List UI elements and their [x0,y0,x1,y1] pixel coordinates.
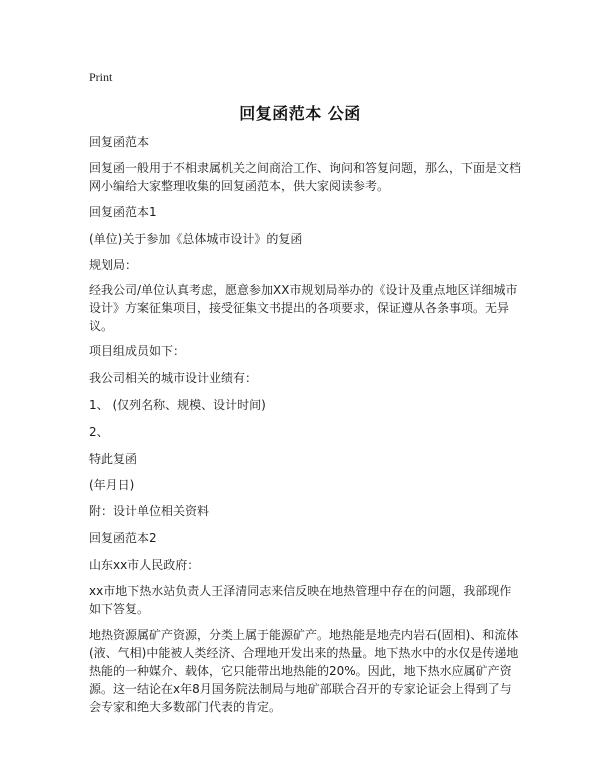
paragraph: xx市地下热水站负责人王泽清同志来信反映在地热管理中存在的问题，我部现作如下答复。 [89,584,512,616]
list-item: 1、 (仅列名称、规模、设计时间) [89,398,266,412]
attachment-line: 附：设计单位相关资料 [89,504,210,518]
paragraph: 地热资源属矿产资源，分类上属于能源矿产。地热能是地壳内岩石(固相)、和流体(液、气相)中能被人类经济、合理地开发出来的热量。地下热水中的水仅是传递地热能的一种媒介、载体，它只能带出地热能的20%。因此，地下热水应属矿产资源。这一结论在x年8月国务院法制局与地矿部联合召开的专家论证会上得到了与会专家和绝大多数部门代表的肯定。 [89,628,519,714]
paragraph: (单位)关于参加《总体城市设计》的复函 [89,232,303,246]
print-label: Print [89,70,113,84]
paragraph: 规划局： [89,258,138,272]
section-heading: 回复函范本1 [89,205,157,219]
paragraph: 山东xx市人民政府： [89,558,200,572]
section-heading: 回复函范本2 [89,531,157,545]
paragraph: 项目组成员如下： [89,344,186,358]
list-item: 2、 [89,425,109,439]
paragraph: 我公司相关的城市设计业绩有： [89,371,258,385]
paragraph: 回复函一般用于不相隶属机关之间商洽工作、询问和答复问题，那么，下面是文档网小编给大家整理收集的回复函范本，供大家阅读参考。 [89,161,522,193]
paragraph: 回复函范本 [89,135,150,149]
document-title: 回复函范本 公函 [239,104,361,123]
paragraph: 经我公司/单位认真考虑，愿意参加XX市规划局举办的《设计及重点地区详细城市设计》方案征集项目，接受征集文书提出的各项要求，保证遵从各条事项。无异议。 [89,283,518,333]
paragraph: 特此复函 [89,452,138,466]
date-line: (年月日) [89,478,135,492]
